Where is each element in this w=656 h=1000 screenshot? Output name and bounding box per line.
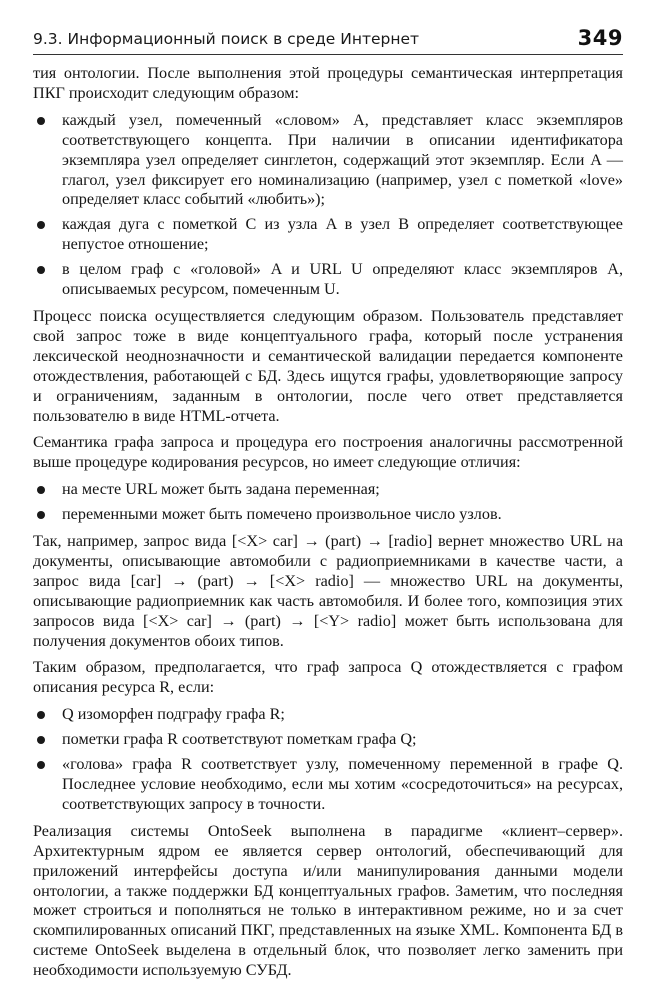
list-item — [33, 505, 623, 525]
bullet-icon — [37, 486, 45, 494]
list-item-text: пометки графа R соответствуют пометкам графа Q; — [62, 730, 417, 749]
paragraph-ontoseek-implementation: Реализация системы OntoSeek выполнена в парадигме «клиент–сервер». Архитектурным ядром ее является сервер онтологий, обеспечивающий для приложений интерфейсы доступа и/или манипулирования данными модели онтологии, а также поддержки БД концептуальных графов. Заметим, что последняя может строиться и пополняться не только в интерактивном режиме, но и за счет скомпилированных описаний ПКГ, представленных на языке XML. Компонента БД в системе OntoSeek выделена в отдельный блок, что позволяет легко заменить при необходимости используемую СУБД. — [33, 821, 623, 980]
bullet-icon — [37, 736, 45, 744]
list-item-text: «голова» графа R соответствует узлу, помеченному переменной в графе Q. Последнее условие необходимо, если мы хотим «сосредоточиться» на ресурсах, соответствующих запросу в точности. — [62, 755, 623, 813]
list-item-text: Q изоморфен подграфу графа R; — [62, 705, 285, 724]
bullet-icon — [37, 117, 45, 125]
paragraph-ontology-interpretation: тия онтологии. После выполнения этой процедуры семантическая интерпретация ПКГ происходит следующим образом: — [33, 64, 623, 102]
list-item-text: на месте URL может быть задана переменная; — [62, 480, 380, 499]
list-item-text: каждый узел, помеченный «словом» A, представляет класс экземпляров соответствующего концепта. При наличии в описании идентификатора экземпляра узел определяет синглетон, содержащий этот экземпляр. Если A — глагол, узел фиксирует его номинализацию (например, узел с пометкой «love» определяет класс событий «любить»); — [62, 110, 623, 209]
bullet-icon — [37, 266, 45, 274]
list-item — [33, 480, 623, 500]
list-item — [33, 111, 623, 211]
page-number: 349 — [577, 26, 623, 50]
list-item — [33, 755, 623, 815]
list-item-text: каждая дуга с пометкой C из узла A в узел B определяет соответствующее непустое отношение; — [62, 215, 623, 254]
list-item-text: в целом граф с «головой» A и URL U определяют класс экземпляров A, описываемых ресурсом, помеченным U. — [62, 260, 623, 299]
bullet-icon — [37, 761, 45, 769]
header-rule — [33, 54, 623, 55]
running-header — [33, 28, 623, 56]
list-item — [33, 260, 623, 300]
bullet-icon — [37, 511, 45, 519]
paragraph-query-example: Так, например, запрос вида [<X> car] → (part) → [radio] вернет множество URL на документы, описывающие автомобили с радиоприемниками в качестве части, а запрос вида [car] → (part) → [<X> radio] — множество URL на документы, описывающие радиоприемник как часть автомобиля. И более того, композиция этих запросов вида [<X> car] → (part) → [<Y> radio] может быть использована для получения документов обоих типов. — [33, 532, 623, 650]
paragraph-query-semantics: Семантика графа запроса и процедура его построения аналогичны рассмотренной выше процедуре кодирования ресурсов, но имеет следующие отличия: — [33, 433, 623, 472]
list-item-text: переменными может быть помечено произвольное число узлов. — [62, 505, 502, 524]
list-item — [33, 215, 623, 255]
paragraph-search-process: Процесс поиска осуществляется следующим образом. Пользователь представляет свой запрос тоже в виде концептуального графа, который после устранения лексической неоднозначности и семантической валидации передается компоненте отождествления, работающей с БД. Здесь ищутся графы, удовлетворяющие запросу и ограничениям, заданным в онтологии, после чего ответ представляется пользователю в виде HTML-отчета. — [33, 306, 623, 425]
bullet-list-differences — [33, 480, 623, 525]
bullet-icon — [37, 221, 45, 229]
bullet-icon — [37, 711, 45, 719]
page-body — [33, 64, 623, 988]
section-title: 9.3. Информационный поиск в среде Интернет — [33, 30, 420, 48]
list-item — [33, 730, 623, 750]
list-item — [33, 705, 623, 725]
bullet-list-interpretation — [33, 111, 623, 300]
paragraph-matching-conditions: Таким образом, предполагается, что граф запроса Q отождествляется с графом описания ресурса R, если: — [33, 658, 623, 697]
bullet-list-conditions — [33, 705, 623, 815]
